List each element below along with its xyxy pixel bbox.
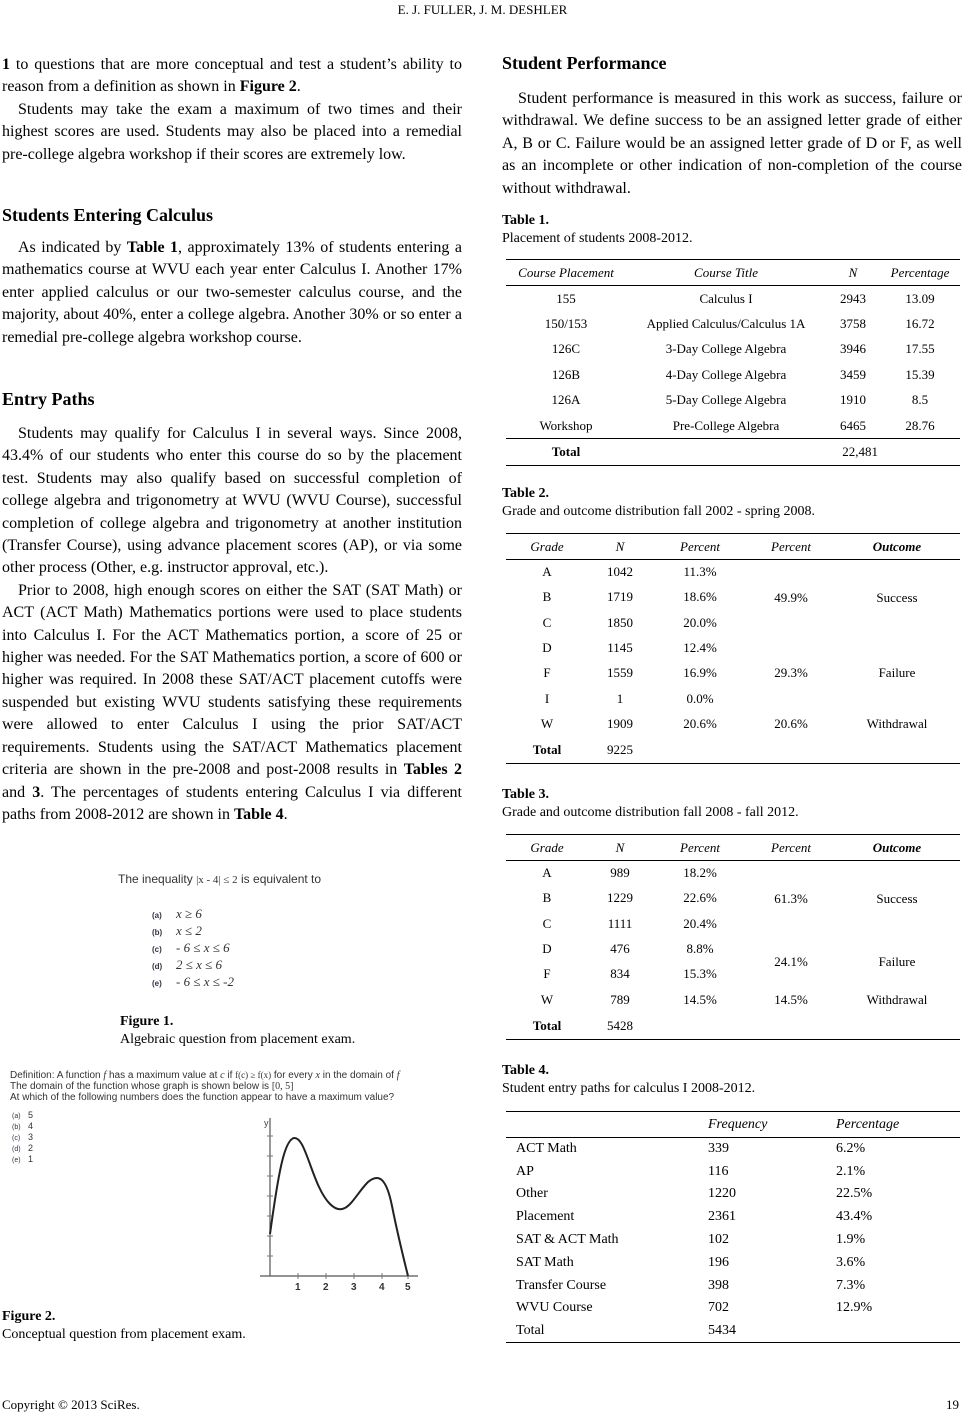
y-axis-label: y (264, 1118, 269, 1128)
table-row (506, 311, 960, 337)
table-cell: Placement (516, 1209, 575, 1225)
running-header: E. J. FULLER, J. M. DESHLER (397, 2, 568, 17)
table-cell: 126C (551, 341, 581, 357)
table-2-header: Percent (771, 538, 811, 554)
group-percent: 29.3% (774, 665, 808, 681)
table-row (506, 987, 960, 1012)
empty-cell (834, 737, 960, 764)
table-2-header: Grade (530, 538, 564, 554)
table-cell: 12.9% (836, 1300, 873, 1316)
table-cell: 476 (610, 941, 630, 957)
table-cell: 22.5% (836, 1186, 873, 1202)
option-text: - 6 ≤ x ≤ 6 (176, 940, 230, 955)
paragraph-5: Prior to 2008, high enough scores on either the SAT (SAT Math) or ACT (ACT Math) Mathematics portions were used to place students into Calculus I. For the ACT Mathematics portion, a score of 25 or higher was needed. For the SAT Mathematics portion, a score of 600 or higher was required. In 2008 these SAT/ACT placement cutoffs were suspended but existing WVU students satisfying these requirements were allowed to enter Calculus I using the prior SAT/ACT requirements. Students using the SAT/ACT Mathematics placement criteria are shown in the pre-2008 and post-2008 results in Tables 2 and 3. The percentages of students entering Calculus I via different paths from 2008-2012 are shown in Table 4. (2, 581, 462, 823)
table-cell (836, 1320, 960, 1343)
section-heading-entry-paths: Entry Paths (2, 389, 95, 409)
group-outcome: Withdrawal (866, 715, 928, 731)
option-letter: (a) (12, 1113, 21, 1120)
entry-paths-body (2, 423, 462, 826)
table-1-total-label: Total (551, 444, 581, 459)
group-percent: 61.3% (774, 890, 808, 906)
table-cell: ACT Math (516, 1141, 577, 1157)
option-text: 3 (28, 1132, 34, 1142)
option-text: x ≥ 6 (176, 906, 202, 921)
table-cell: D (542, 640, 552, 656)
option-letter: (b) (12, 1124, 21, 1131)
table-cell: 17.55 (905, 341, 935, 357)
group-percent: 20.6% (774, 715, 808, 731)
table-3-header: Percent (680, 839, 720, 855)
table-4 (506, 1111, 960, 1343)
table-row (506, 413, 960, 439)
table-cell: 5-Day College Algebra (665, 392, 787, 408)
figure-2-option (12, 1143, 33, 1154)
table-row (506, 1206, 960, 1229)
table-cell: 1909 (607, 715, 633, 731)
table-cell: Total (516, 1323, 545, 1339)
table-cell: SAT Math (516, 1254, 574, 1270)
table-cell: 13.09 (905, 290, 935, 306)
table-cell: 11.3% (683, 564, 717, 580)
option-letter: (a) (152, 911, 162, 920)
table-cell: D (542, 941, 552, 957)
paragraph-1: 1 to questions that are more conceptual and test a student’s ability to reason from a definition as shown in Figure 2. (2, 56, 462, 96)
table-total-value: 5428 (607, 1017, 633, 1033)
table-cell: C (542, 614, 552, 630)
table-2 (506, 533, 960, 764)
figure-2-caption: Figure 2. Conceptual question from placement exam. (2, 1309, 246, 1342)
figure-2-definition-line: Definition: A function f has a maximum value at c if f(c) ≥ f(x) for every x in the domain of f (10, 1070, 400, 1081)
option-letter: (e) (12, 1157, 21, 1164)
figure-2-options (12, 1110, 33, 1165)
copyright: Copyright © 2013 SciRes. (2, 1397, 140, 1412)
table-cell: 6.2% (836, 1141, 866, 1157)
table-cell: 43.4% (836, 1209, 873, 1225)
x-tick-label: 4 (379, 1282, 385, 1292)
empty-cell (748, 1012, 834, 1039)
table-cell: 398 (708, 1277, 729, 1293)
table-cell: 3459 (840, 366, 866, 382)
figure-1-option (152, 923, 234, 940)
table-cell: 0.0% (686, 690, 714, 706)
figure-2-image (10, 1070, 450, 1290)
table-row (506, 635, 960, 660)
table-cell: 2943 (840, 290, 866, 306)
table-cell: 789 (610, 991, 630, 1007)
table-cell: 102 (708, 1232, 729, 1248)
table-cell: F (543, 966, 551, 982)
table-cell: 15.39 (905, 366, 935, 382)
x-tick-label: 5 (405, 1282, 411, 1292)
option-letter: (e) (152, 979, 162, 988)
empty-cell (748, 737, 834, 764)
table-cell: 196 (708, 1254, 729, 1270)
table-cell: 702 (708, 1300, 729, 1316)
table-total-label: Total (532, 741, 562, 757)
table-cell: 3.6% (836, 1254, 866, 1270)
table-row (506, 388, 960, 414)
page-number: 19 (946, 1397, 959, 1412)
student-performance-body (502, 88, 962, 200)
table-cell: 116 (708, 1163, 729, 1179)
left-column (2, 54, 462, 166)
table-3-header: N (615, 839, 625, 855)
table-cell: 1229 (607, 890, 633, 906)
table-cell: 16.72 (905, 315, 935, 331)
table-row (506, 1297, 960, 1320)
empty-cell (652, 737, 748, 764)
option-text: x ≤ 2 (176, 923, 202, 938)
table-cell: 20.4% (683, 915, 717, 931)
group-outcome: Success (876, 589, 918, 605)
table-2-header: Percent (680, 538, 720, 554)
table-cell: 1145 (607, 640, 633, 656)
figure-1-option (152, 940, 234, 957)
table-row (506, 560, 960, 585)
table-cell: 28.76 (905, 417, 935, 433)
table-cell: 8.5 (911, 392, 929, 408)
table-cell: 7.3% (836, 1277, 866, 1293)
table-1-header: Course Placement (518, 264, 614, 280)
option-letter: (c) (152, 945, 162, 954)
table-cell: I (544, 690, 550, 706)
table-row (506, 286, 960, 312)
figure-1-stem: The inequality |x - 4| ≤ 2 is equivalent to (118, 872, 322, 886)
option-text: 1 (28, 1154, 34, 1164)
group-outcome: Withdrawal (866, 991, 928, 1007)
table-1 (506, 259, 960, 466)
figure-2-domain-line: The domain of the function whose graph is shown below is [0, 5] (10, 1081, 294, 1092)
table-cell: Calculus I (699, 290, 753, 306)
table-cell: 126B (551, 366, 581, 382)
table-4-header: Percentage (836, 1116, 900, 1132)
x-tick-label: 1 (295, 1282, 301, 1292)
option-letter: (b) (152, 928, 163, 937)
paragraph-3: As indicated by Table 1, approximately 13% of students entering a mathematics course at WVU each year enter Calculus I. Another 17% enter applied calculus or our two-semester calculus course, and the majority, about 40%, enter a college algebra. Another 30% or so enter a remedial pre-college algebra workshop course. (2, 239, 462, 346)
table-cell: A (542, 865, 552, 881)
function-curve (270, 1138, 408, 1276)
table-cell: 16.9% (683, 665, 717, 681)
table-cell: B (542, 890, 552, 906)
table-1-total-row (506, 439, 960, 466)
table-cell: 14.5% (683, 991, 717, 1007)
table-3-header: Outcome (872, 839, 922, 855)
table-row (506, 711, 960, 736)
table-cell: W (540, 991, 554, 1007)
table-1-header: N (848, 264, 858, 280)
table-4-caption: Table 4. Student entry paths for calculus I 2008-2012. (502, 1063, 756, 1096)
table-1-header: Percentage (890, 264, 950, 280)
table-2-caption: Table 2. Grade and outcome distribution fall 2002 - spring 2008. (502, 486, 815, 519)
option-letter: (d) (12, 1146, 21, 1153)
table-cell: A (542, 564, 552, 580)
table-cell: Workshop (539, 417, 593, 433)
x-tick-labels (295, 1282, 411, 1292)
table-row (506, 1251, 960, 1274)
group-percent: 14.5% (774, 991, 808, 1007)
x-tick-label: 3 (351, 1282, 357, 1292)
table-3-caption: Table 3. Grade and outcome distribution fall 2008 - fall 2012. (502, 787, 799, 820)
table-cell: 1910 (840, 392, 866, 408)
paragraph-performance: Student performance is measured in this work as success, failure or withdrawal. We define success to be an assigned letter grade of either A, B or C. Failure would be an assigned letter grade of D or F, as well as an incomplete or other indication of non-completion of the course without withdrawal. (502, 90, 962, 197)
table-3 (506, 834, 960, 1040)
figure-2-option (12, 1121, 33, 1132)
table-cell: 8.8% (686, 941, 714, 957)
table-row (506, 1160, 960, 1183)
table-cell: Applied Calculus/Calculus 1A (646, 315, 806, 331)
table-cell: 1719 (607, 589, 633, 605)
group-outcome: Failure (878, 665, 916, 681)
table-cell: 2.1% (836, 1163, 866, 1179)
section-heading-students-entering: Students Entering Calculus (2, 205, 214, 225)
table-cell: AP (516, 1163, 534, 1179)
table-cell: 6465 (840, 417, 866, 433)
table-cell: SAT & ACT Math (516, 1232, 619, 1248)
option-letter: (d) (152, 962, 163, 971)
group-percent: 24.1% (774, 953, 808, 969)
table-cell: 3946 (840, 341, 866, 357)
table-cell: 3-Day College Algebra (665, 341, 787, 357)
figure-1-image (118, 872, 418, 992)
table-cell: 20.0% (683, 614, 717, 630)
table-cell: 126A (551, 392, 581, 408)
table-total-row (506, 737, 960, 764)
table-cell: F (543, 665, 551, 681)
group-percent: 49.9% (774, 589, 808, 605)
table-cell: 1220 (708, 1186, 736, 1202)
table-3-header: Percent (771, 839, 811, 855)
x-tick-label: 2 (323, 1282, 329, 1292)
table-row (506, 1183, 960, 1206)
table-4-header (506, 1112, 708, 1138)
empty-cell (652, 1012, 748, 1039)
table-cell: 15.3% (683, 966, 717, 982)
table-cell: 18.2% (683, 865, 717, 881)
table-cell: Pre-College Algebra (672, 417, 780, 433)
table-cell: WVU Course (516, 1300, 593, 1316)
figure-2-question-line: At which of the following numbers does the function appear to have a maximum value? (10, 1092, 395, 1103)
figure-2-graph (250, 1116, 420, 1292)
table-cell: 22.6% (683, 890, 717, 906)
figure-1-option (152, 974, 234, 991)
group-outcome: Success (876, 890, 918, 906)
table-row (506, 861, 960, 886)
table-cell: 12.4% (683, 640, 717, 656)
table-4-header: Frequency (708, 1116, 768, 1132)
table-cell: 1 (616, 690, 624, 706)
table-cell: 2361 (708, 1209, 736, 1225)
figure-1-options (152, 906, 234, 991)
empty-cell (834, 1012, 960, 1039)
paragraph-3-wrap (2, 237, 462, 349)
table-cell: 1850 (607, 614, 633, 630)
figure-2-option (12, 1110, 33, 1121)
table-row (506, 936, 960, 961)
table-row (506, 362, 960, 388)
table-cell: 1042 (607, 564, 633, 580)
table-cell: 5434 (708, 1323, 736, 1339)
table-cell: Other (516, 1186, 548, 1202)
table-cell: W (540, 715, 554, 731)
option-text: 2 (28, 1143, 34, 1153)
option-text: 2 ≤ x ≤ 6 (176, 957, 223, 972)
group-outcome: Failure (878, 953, 916, 969)
paragraph-2: Students may take the exam a maximum of two times and their highest scores are used. Students may also be placed into a remedial pre-college algebra workshop if their scores are extremely low. (2, 100, 462, 163)
table-cell: 1.9% (836, 1232, 866, 1248)
option-letter: (c) (12, 1135, 21, 1142)
table-cell: 150/153 (544, 315, 588, 331)
table-2-header: Outcome (872, 538, 922, 554)
table-cell: 339 (708, 1141, 729, 1157)
figure-1-option (152, 957, 234, 974)
section-heading-student-performance: Student Performance (502, 53, 667, 73)
table-total-label: Total (532, 1017, 562, 1033)
table-cell: 4-Day College Algebra (665, 366, 787, 382)
table-cell: Transfer Course (516, 1277, 607, 1293)
figure-1-option (152, 906, 234, 923)
table-1-caption: Table 1. Placement of students 2008-2012. (502, 213, 693, 246)
table-cell: B (542, 589, 552, 605)
table-cell: 20.6% (683, 715, 717, 731)
option-text: 4 (28, 1121, 34, 1131)
table-cell: 3758 (840, 315, 866, 331)
table-row (506, 1138, 960, 1161)
table-cell: 834 (610, 966, 630, 982)
figure-2-option (12, 1132, 33, 1143)
table-cell: C (542, 915, 552, 931)
table-row (506, 1229, 960, 1252)
table-cell: 989 (610, 865, 630, 881)
table-2-header: N (615, 538, 625, 554)
table-cell: 1111 (607, 915, 633, 931)
figure-1-caption: Figure 1. Algebraic question from placement exam. (120, 1014, 356, 1047)
table-total-row (506, 1012, 960, 1039)
table-row (506, 1320, 960, 1343)
paragraph-4: Students may qualify for Calculus I in several ways. Since 2008, 43.4% of our students who enter this course do so by the placement test. Students may also qualify based on successful completion of college algebra and trigonometry at WVU (WVU Course), successful completion of college algebra and trigonometry at another institution (Transfer Course), using advance placement scores (AP), or via some other process (Other, e.g. instructor approval, etc.). (2, 425, 462, 577)
table-row (506, 1274, 960, 1297)
table-1-total-value: 22,481 (842, 444, 878, 459)
table-1-header: Course Title (694, 264, 758, 280)
table-cell: 1559 (607, 665, 633, 681)
table-3-header: Grade (530, 839, 564, 855)
table-row (506, 337, 960, 363)
option-text: - 6 ≤ x ≤ -2 (176, 974, 234, 989)
option-text: 5 (28, 1110, 34, 1120)
table-cell: 18.6% (683, 589, 717, 605)
table-cell: 155 (556, 290, 576, 306)
table-total-value: 9225 (607, 741, 633, 757)
figure-2-option (12, 1154, 33, 1165)
